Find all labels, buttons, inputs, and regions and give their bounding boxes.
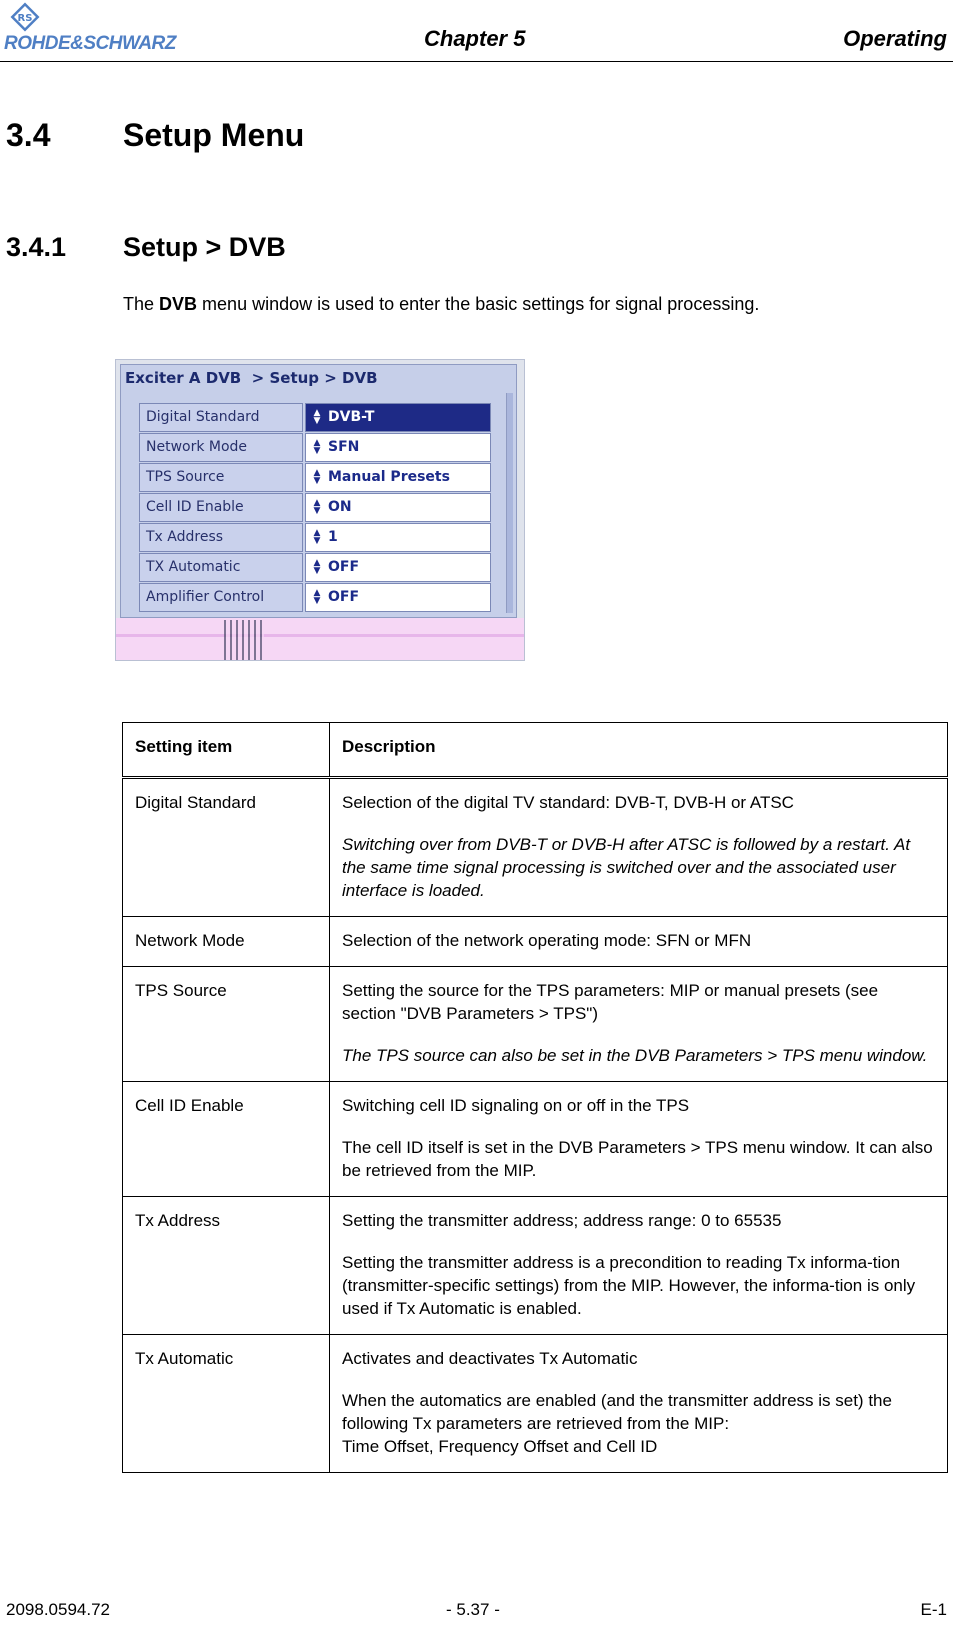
menu-scrollbar[interactable] [506,393,513,613]
menu-row [139,553,491,582]
settings-table [122,722,948,1473]
menu-window [120,364,517,618]
subsection-title: Setup > DVB [123,232,286,262]
menu-row-label: Amplifier Control [139,583,303,612]
menu-row-value-select[interactable] [305,493,491,522]
menu-row-value-text: 1 [328,529,338,545]
screenshot-artifact-noise [224,620,264,661]
description-note: The cell ID itself is set in the DVB Parameters > TPS menu window. It can also be retrieved from the MIP. [342,1138,933,1180]
header-section-title: Operating [843,26,947,51]
table-cell-description [330,917,948,967]
table-cell-description [330,778,948,917]
intro-text-after: menu window is used to enter the basic settings for signal processing. [197,294,760,314]
page-header [0,0,953,62]
description-note: Setting the transmitter address is a precondition to reading Tx informa-tion (transmitter-specific settings) from the MIP. However, the informa-tion is only used if Tx Automatic is enabled. [342,1253,916,1318]
menu-row-value-text: ON [328,499,352,515]
logo-diamond-icon [10,2,40,32]
description-note: The TPS source can also be set in the DVB Parameters > TPS menu window. [342,1046,928,1065]
description-text: Selection of the digital TV standard: DVB-T, DVB-H or ATSC [342,793,794,812]
table-row [123,967,948,1082]
menu-row [139,583,491,612]
menu-row-label: Digital Standard [139,403,303,432]
menu-row-value-select[interactable] [305,433,491,462]
menu-row-value-text: OFF [328,559,360,575]
section-heading [6,117,304,154]
table-row [123,917,948,967]
subsection-heading [6,232,286,263]
menu-row-label: Tx Address [139,523,303,552]
description-note: When the automatics are enabled (and the transmitter address is set) the following Tx parameters are retrieved from the MIP: [342,1391,892,1433]
intro-paragraph [123,294,759,315]
description-text: Switching cell ID signaling on or off in the TPS [342,1096,690,1115]
menu-row-label: Network Mode [139,433,303,462]
menu-row [139,523,491,552]
logo-text: ROHDE&SCHWARZ [4,33,176,54]
up-down-arrows-icon: ▲ ▼ [313,438,321,456]
menu-row [139,463,491,492]
description-text: Setting the source for the TPS parameters: MIP or manual presets (see section "DVB Parameters > TPS") [342,981,879,1023]
up-down-arrows-icon: ▲ ▼ [313,528,321,546]
header-rule [0,61,953,62]
section-title: Setup Menu [123,117,305,153]
table-cell-item: Network Mode [123,917,330,967]
description-text: Activates and deactivates Tx Automatic [342,1349,638,1368]
footer-edition: E-1 [920,1600,947,1619]
table-header-item: Setting item [123,723,330,778]
dvb-menu-screenshot [115,359,525,661]
footer-doc-number: 2098.0594.72 [6,1600,110,1619]
table-row [123,1082,948,1197]
subsection-number: 3.4.1 [6,232,67,262]
menu-row-value-select[interactable] [305,553,491,582]
table-cell-item: TPS Source [123,967,330,1082]
menu-window-title: Exciter A DVB > Setup > DVB [121,365,516,391]
up-down-arrows-icon: ▲ ▼ [313,468,321,486]
table-cell-item: Tx Address [123,1197,330,1335]
footer-page-number: - 5.37 - [446,1600,500,1619]
description-text: Setting the transmitter address; address range: 0 to 65535 [342,1211,782,1230]
menu-row [139,403,491,432]
menu-row-label: Cell ID Enable [139,493,303,522]
section-number: 3.4 [6,117,51,153]
table-cell-description [330,1335,948,1473]
menu-row-value-text: DVB-T [328,409,375,425]
menu-row-value-text: SFN [328,439,360,455]
menu-row-value-text: OFF [328,589,360,605]
menu-row-label: TPS Source [139,463,303,492]
intro-bold-term: DVB [159,294,198,314]
table-row [123,1197,948,1335]
table-cell-description [330,967,948,1082]
menu-row-value-text: Manual Presets [328,469,450,485]
description-note-continued: Time Offset, Frequency Offset and Cell ID [342,1437,658,1456]
menu-row-value-select[interactable] [305,523,491,552]
menu-row-value-select[interactable] [305,463,491,492]
menu-row-value-select[interactable] [305,583,491,612]
screenshot-artifact-bar [116,634,524,637]
up-down-arrows-icon: ▲ ▼ [313,588,321,606]
table-header-description: Description [330,723,948,778]
description-text: Selection of the network operating mode: SFN or MFN [342,931,752,950]
up-down-arrows-icon: ▲ ▼ [313,558,321,576]
table-cell-item: Cell ID Enable [123,1082,330,1197]
table-cell-item: Tx Automatic [123,1335,330,1473]
screenshot-artifact [116,618,524,660]
description-note: Switching over from DVB-T or DVB-H after ATSC is followed by a restart. At the same time signal processing is switched over and the associated user interface is loaded. [342,835,911,900]
header-chapter: Chapter 5 [424,26,526,51]
menu-row-label: TX Automatic [139,553,303,582]
table-cell-item: Digital Standard [123,778,330,917]
up-down-arrows-icon: ▲ ▼ [313,408,321,426]
intro-text-before: The [123,294,160,314]
table-row [123,778,948,917]
table-cell-description [330,1082,948,1197]
table-row [123,1335,948,1473]
table-cell-description [330,1197,948,1335]
table-header-row [123,723,948,778]
rohde-schwarz-logo [4,2,224,52]
menu-row [139,433,491,462]
svg-text:RS: RS [17,13,33,24]
up-down-arrows-icon: ▲ ▼ [313,498,321,516]
menu-row-value-select[interactable] [305,403,491,432]
menu-row [139,493,491,522]
